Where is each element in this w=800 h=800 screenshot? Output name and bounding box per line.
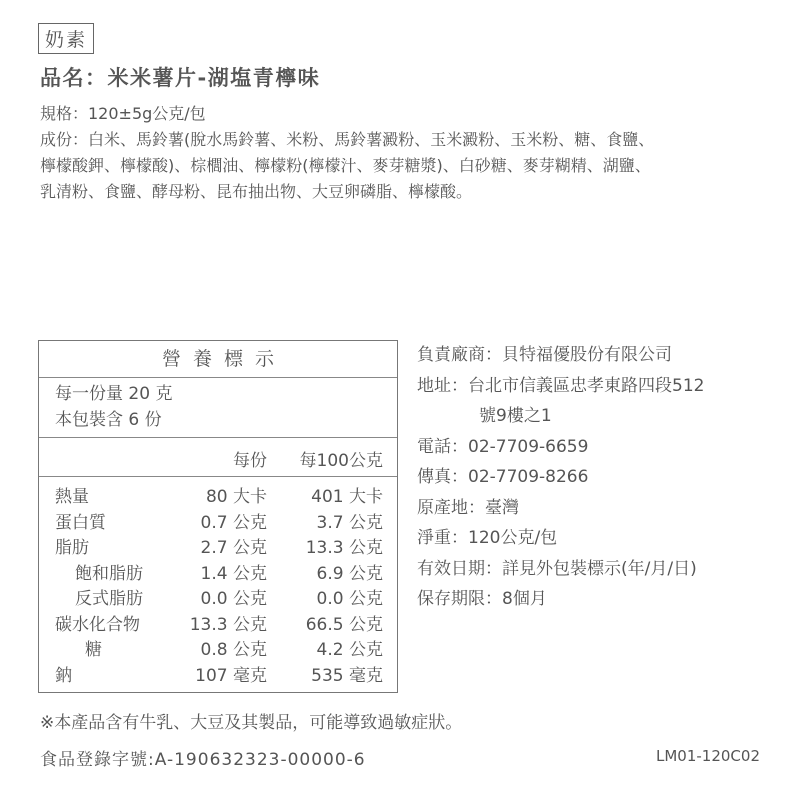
nutrition-row bbox=[39, 533, 397, 559]
per-100g-value: 401 大卡 bbox=[311, 487, 383, 507]
nutrient-name: 糖 bbox=[85, 640, 102, 660]
nutrition-rows bbox=[39, 477, 397, 686]
ingredients-line: 乳清粉、食鹽、酵母粉、昆布抽出物、大豆卵磷脂、檸檬酸。 bbox=[40, 182, 473, 201]
ingredients-line: 檸檬酸鉀、檸檬酸)、棕櫚油、檸檬粉(檸檬汁、麥芽糖漿)、白砂糖、麥芽糊精、湖鹽、 bbox=[40, 156, 651, 175]
per-100g-value: 535 毫克 bbox=[311, 665, 383, 686]
serving-info bbox=[39, 378, 397, 438]
registration-number: 食品登錄字號:A-190632323-00000-6 bbox=[40, 750, 366, 770]
per-100g-value: 4.2 公克 bbox=[316, 640, 383, 660]
per-serving-value: 80 大卡 bbox=[205, 487, 267, 507]
allergen-warning: ※本產品含有牛乳、大豆及其製品，可能導致過敏症狀。 bbox=[40, 713, 463, 733]
manufacturer-info bbox=[417, 340, 787, 615]
product-name: 品名：米米薯片-湖塩青檸味 bbox=[40, 66, 321, 90]
nutrition-row bbox=[39, 584, 397, 610]
per-serving-value: 107 毫克 bbox=[195, 665, 267, 686]
per-serving-value: 0.0 公克 bbox=[200, 589, 267, 609]
nutrition-row bbox=[39, 635, 397, 661]
nutrition-row bbox=[39, 610, 397, 636]
net-weight-line: 淨重：120公克/包 bbox=[417, 528, 558, 548]
servings-per-pack: 本包裝含 6 份 bbox=[55, 410, 162, 430]
per-100g-value: 3.7 公克 bbox=[316, 512, 383, 533]
phone-line: 電話：02-7709-6659 bbox=[417, 436, 589, 457]
per-serving-value: 1.4 公克 bbox=[200, 563, 267, 584]
nutrient-name: 蛋白質 bbox=[55, 512, 106, 533]
nutrient-name: 碳水化合物 bbox=[55, 614, 140, 635]
diet-badge: 奶素 bbox=[38, 23, 94, 54]
nutrition-row bbox=[39, 482, 397, 508]
ingredients-line: 成份：白米、馬鈴薯(脫水馬鈴薯、米粉、馬鈴薯澱粉、玉米澱粉、玉米粉、糖、食鹽、 bbox=[40, 130, 655, 149]
spec-line: 規格：120±5g公克/包 bbox=[40, 104, 206, 123]
nutrition-table bbox=[38, 340, 398, 693]
per-serving-value: 2.7 公克 bbox=[200, 538, 267, 558]
nutrition-row bbox=[39, 661, 397, 687]
nutrition-column-headers bbox=[39, 438, 397, 477]
product-code: LM01-120C02 bbox=[656, 747, 760, 765]
manufacturer-line: 負責廠商：貝特福優股份有限公司 bbox=[417, 345, 672, 365]
nutrient-name: 脂肪 bbox=[55, 538, 89, 558]
fax-line: 傳真：02-7709-8266 bbox=[417, 467, 589, 487]
origin-line: 原產地：臺灣 bbox=[417, 497, 519, 518]
per-serving-value: 0.7 公克 bbox=[200, 512, 267, 533]
col-per-100g: 每100公克 bbox=[299, 451, 383, 471]
nutrient-name: 鈉 bbox=[55, 665, 72, 686]
per-100g-value: 66.5 公克 bbox=[305, 614, 383, 635]
serving-size: 每一份量 20 克 bbox=[55, 384, 173, 404]
nutrient-name: 飽和脂肪 bbox=[75, 563, 143, 584]
nutrition-heading: 營養標示 bbox=[39, 341, 397, 378]
nutrient-name: 熱量 bbox=[55, 487, 89, 507]
address-line: 地址：台北市信義區忠孝東路四段512 bbox=[417, 375, 705, 396]
nutrition-row bbox=[39, 559, 397, 585]
per-serving-value: 0.8 公克 bbox=[200, 640, 267, 660]
nutrition-row bbox=[39, 508, 397, 534]
expiry-line: 有效日期：詳見外包裝標示(年/月/日) bbox=[417, 558, 697, 579]
per-serving-value: 13.3 公克 bbox=[189, 614, 267, 635]
nutrient-name: 反式脂肪 bbox=[75, 589, 143, 609]
col-per-serving: 每份 bbox=[233, 451, 267, 471]
per-100g-value: 6.9 公克 bbox=[316, 563, 383, 584]
shelf-life-line: 保存期限：8個月 bbox=[417, 589, 547, 609]
address-line-continued: 號9樓之1 bbox=[479, 406, 552, 426]
ingredients-block bbox=[40, 127, 780, 205]
per-100g-value: 0.0 公克 bbox=[316, 589, 383, 609]
per-100g-value: 13.3 公克 bbox=[305, 538, 383, 558]
